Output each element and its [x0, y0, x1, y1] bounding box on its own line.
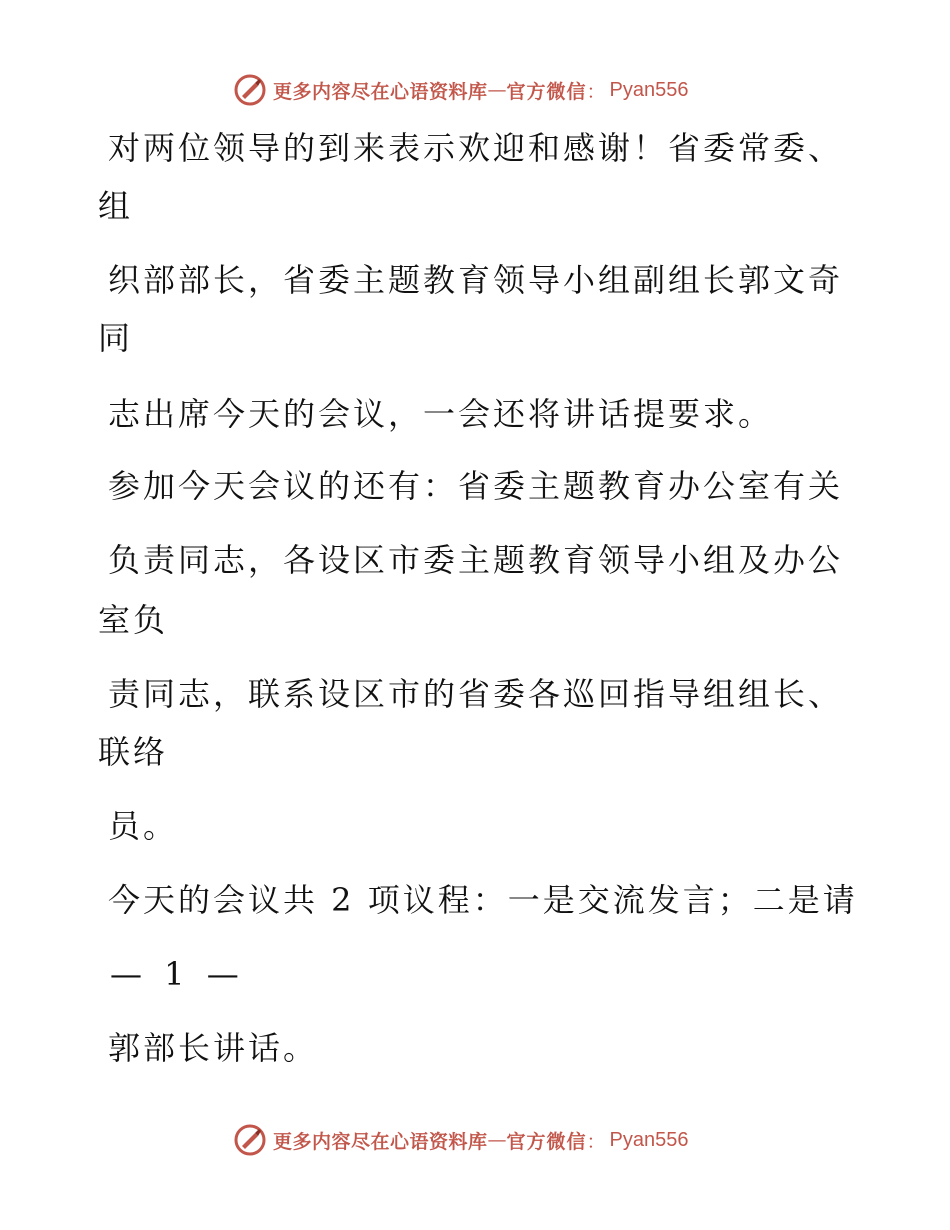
text-line: 责同志，联系设区市的省委各巡回指导组组长、	[108, 675, 844, 713]
page-number: — 1 —	[110, 955, 245, 993]
watermark-dash: —	[487, 1129, 507, 1151]
text-line: 同	[98, 319, 134, 357]
text-line: 联络	[98, 733, 169, 771]
watermark-contact-label: 官方微信	[506, 80, 587, 103]
watermark-handle: Pyan556	[609, 78, 689, 101]
watermark-separator: ：	[586, 1130, 606, 1153]
text-line: 志出席今天的会议，一会还将讲话提要求。	[108, 395, 774, 433]
text-line: 员。	[108, 807, 179, 845]
text-line: 今天的会议共 2 项议程：一是交流发言；二是请	[108, 881, 858, 919]
pen-seal-icon	[233, 73, 267, 107]
watermark-contact-label: 官方微信	[506, 1130, 587, 1153]
text-line: 组	[98, 187, 134, 225]
text-line: 负责同志，各设区市委主题教育领导小组及办公	[108, 541, 844, 579]
watermark-handle: Pyan556	[609, 1128, 689, 1151]
text-line: 室负	[98, 601, 169, 639]
text-line: 郭部长讲话。	[108, 1029, 319, 1067]
top-watermark	[233, 72, 689, 108]
text-line: 织部部长，省委主题教育领导小组副组长郭文奇	[108, 261, 844, 299]
bottom-watermark	[233, 1122, 689, 1158]
watermark-dash: —	[487, 79, 507, 101]
pen-seal-icon	[233, 1123, 267, 1157]
watermark-brand: 更多内容尽在心语资料库	[273, 1130, 488, 1153]
text-line: 对两位领导的到来表示欢迎和感谢！省委常委、	[108, 129, 844, 167]
text-line: 参加今天会议的还有：省委主题教育办公室有关	[108, 467, 844, 505]
watermark-separator: ：	[586, 80, 606, 103]
watermark-brand: 更多内容尽在心语资料库	[273, 80, 488, 103]
